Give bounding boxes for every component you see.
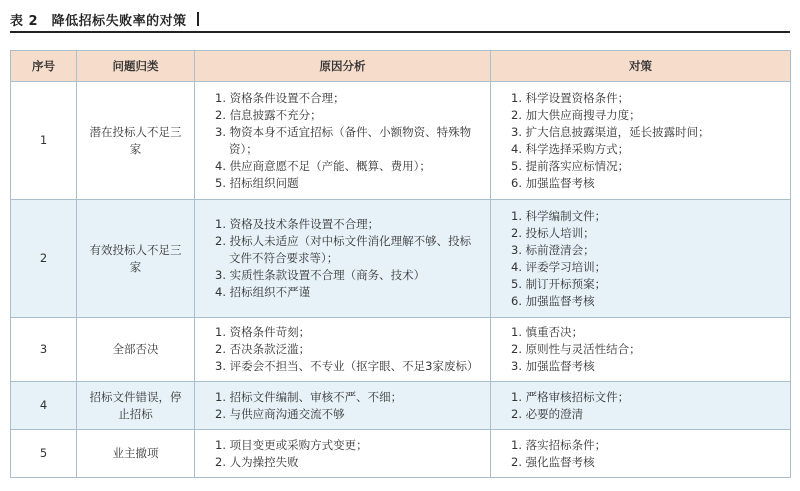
measure-item: 5. 提前落实应标情况； bbox=[511, 158, 630, 173]
row-measures bbox=[491, 318, 791, 382]
row-num: 3 bbox=[11, 318, 77, 382]
header-measures: 对策 bbox=[491, 51, 791, 82]
row-causes bbox=[195, 200, 491, 318]
cause-item: 2. 投标人未适应（对中标文件消化理解不够、投标文件不符合要求等）； bbox=[215, 234, 472, 265]
measure-item: 3. 扩大信息披露渠道，延长披露时间； bbox=[511, 124, 710, 139]
cause-item: 2. 与供应商沟通交流不够 bbox=[215, 406, 345, 421]
table-row bbox=[11, 318, 791, 382]
row-causes bbox=[195, 82, 491, 200]
row-category: 业主撤项 bbox=[77, 430, 195, 478]
row-causes bbox=[195, 382, 491, 430]
measure-item: 3. 标前澄清会； bbox=[511, 242, 595, 257]
cause-item: 1. 资格及技术条件设置不合理； bbox=[215, 217, 380, 231]
measure-item: 1. 慎重否决； bbox=[511, 325, 584, 339]
table-row bbox=[11, 382, 791, 430]
row-num: 5 bbox=[11, 430, 77, 478]
measure-item: 4. 评委学习培训； bbox=[511, 259, 607, 274]
row-causes bbox=[195, 430, 491, 478]
cause-item: 5. 招标组织问题 bbox=[215, 175, 299, 190]
cause-item: 4. 供应商意愿不足（产能、概算、费用）； bbox=[215, 158, 431, 173]
row-category: 有效投标人不足三家 bbox=[77, 200, 195, 318]
header-causes: 原因分析 bbox=[195, 51, 491, 82]
cause-item: 2. 否决条款泛滥； bbox=[215, 342, 311, 356]
measure-item: 1. 严格审核招标文件； bbox=[511, 389, 630, 404]
countermeasures-table bbox=[10, 50, 791, 478]
cause-item: 1. 项目变更或采购方式变更； bbox=[215, 437, 368, 452]
cause-item: 3. 评委会不担当、不专业（抠字眼、不足3家废标） bbox=[215, 359, 479, 373]
measure-item: 4. 科学选择采购方式； bbox=[511, 141, 630, 156]
row-num: 4 bbox=[11, 382, 77, 430]
row-category: 全部否决 bbox=[77, 318, 195, 382]
header-row bbox=[11, 51, 791, 82]
cause-item: 1. 招标文件编制、审核不严、不细； bbox=[215, 389, 403, 404]
cause-item: 3. 物资本身不适宜招标（备件、小额物资、特殊物资）； bbox=[215, 124, 472, 156]
header-category: 问题归类 bbox=[77, 51, 195, 82]
table-row bbox=[11, 200, 791, 318]
row-num: 2 bbox=[11, 200, 77, 318]
measure-item: 2. 原则性与灵活性结合； bbox=[511, 342, 641, 356]
cause-item: 2. 人为操控失败 bbox=[215, 454, 299, 469]
measure-item: 3. 加强监督考核 bbox=[511, 359, 595, 373]
title-rule bbox=[10, 31, 790, 33]
measure-item: 6. 加强监督考核 bbox=[511, 175, 595, 190]
row-category: 招标文件错误，停止招标 bbox=[77, 382, 195, 430]
measure-item: 1. 科学设置资格条件； bbox=[511, 90, 630, 105]
cause-item: 1. 资格条件设置不合理； bbox=[215, 90, 345, 105]
cause-item: 1. 资格条件苛刻； bbox=[215, 325, 311, 339]
row-measures bbox=[491, 82, 791, 200]
table-row bbox=[11, 430, 791, 478]
measure-item: 2. 强化监督考核 bbox=[511, 454, 595, 469]
measure-item: 2. 加大供应商搜寻力度； bbox=[511, 107, 641, 122]
row-causes bbox=[195, 318, 491, 382]
row-measures bbox=[491, 382, 791, 430]
row-num: 1 bbox=[11, 82, 77, 200]
header-num: 序号 bbox=[11, 51, 77, 82]
measure-item: 2. 投标人培训； bbox=[511, 225, 595, 240]
row-measures bbox=[491, 200, 791, 318]
measure-item: 1. 科学编制文件； bbox=[511, 208, 607, 223]
table-caption bbox=[10, 6, 790, 32]
measure-item: 5. 制订开标预案； bbox=[511, 276, 607, 291]
cause-item: 4. 招标组织不严谨 bbox=[215, 285, 311, 299]
row-measures bbox=[491, 430, 791, 478]
table-row bbox=[11, 82, 791, 200]
row-category: 潜在投标人不足三家 bbox=[77, 82, 195, 200]
measure-item: 1. 落实招标条件； bbox=[511, 437, 607, 452]
measure-item: 2. 必要的澄清 bbox=[511, 406, 584, 421]
cause-item: 3. 实质性条款设置不合理（商务、技术） bbox=[215, 268, 426, 282]
measure-item: 6. 加强监督考核 bbox=[511, 293, 595, 308]
table-title: 表 2 降低招标失败率的对策 bbox=[10, 13, 187, 29]
title-separator bbox=[197, 12, 199, 26]
cause-item: 2. 信息披露不充分； bbox=[215, 107, 322, 122]
